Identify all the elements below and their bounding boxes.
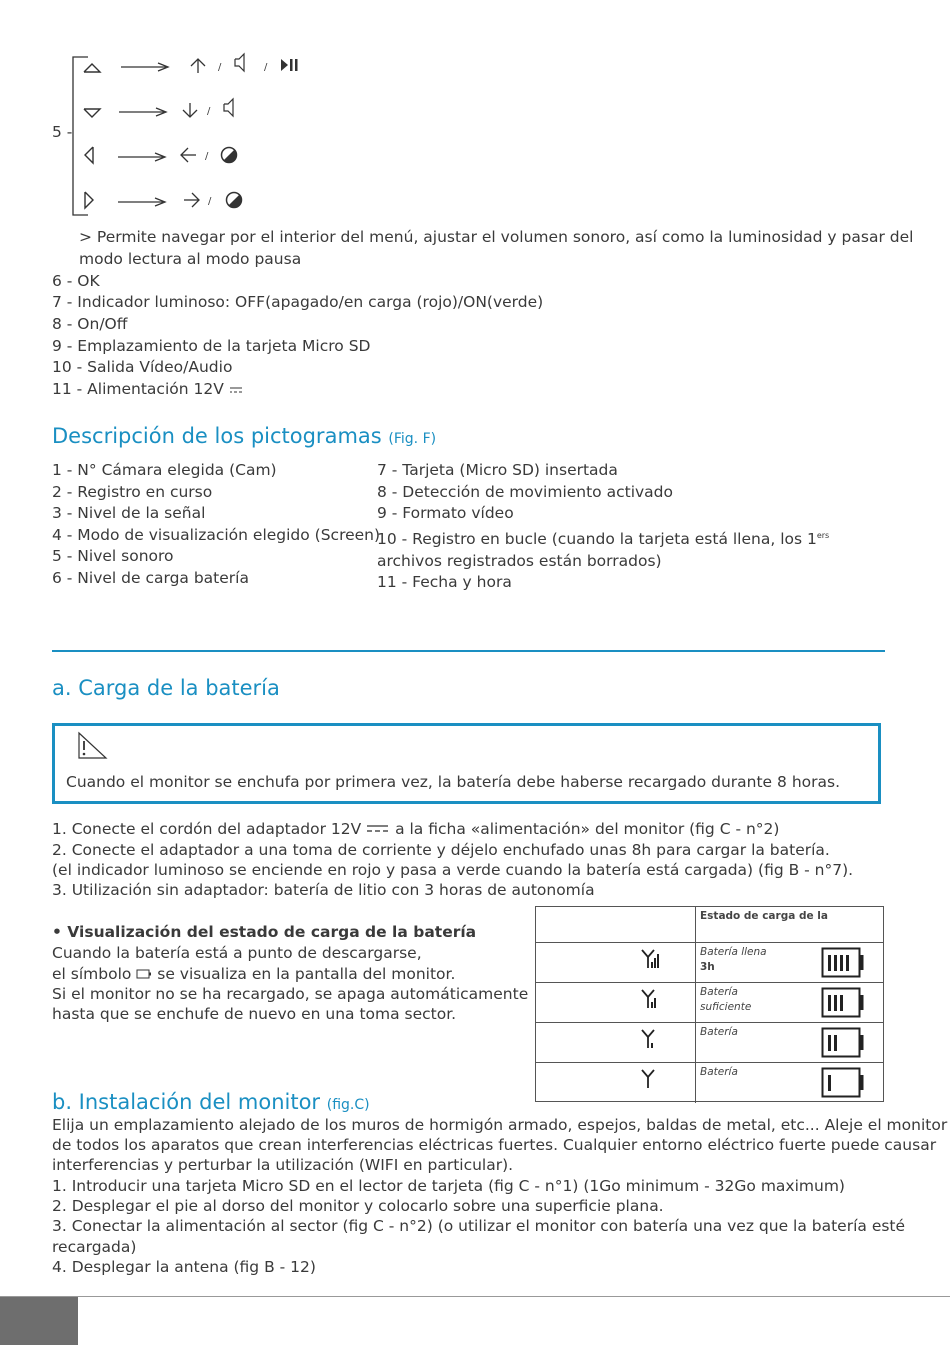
title-text: Descripción de los pictogramas (52, 424, 382, 448)
section-title-battery: a. Carga de la batería (52, 676, 280, 700)
list-item: 6 - Nivel de carga batería (52, 568, 249, 587)
list-item (377, 525, 829, 551)
right-key-icon (82, 190, 98, 210)
pictograms-right-column (377, 460, 829, 594)
paragraph-line: Elija un emplazamiento alejado de los muros de hormigón armado, espejos, baldas de metal, etc... Aleje el monitor (52, 1116, 948, 1134)
list-item: 3 - Nivel de la señal (52, 504, 206, 523)
battery-label: Batería (700, 1026, 738, 1038)
separator: / (207, 106, 211, 117)
arrow-right-icon (117, 150, 169, 164)
left-key-icon (82, 145, 98, 165)
battery-label: Batería llena 3h (700, 946, 767, 973)
list-item: 10 - Salida Vídeo/Audio (52, 358, 233, 376)
down-key-icon (82, 105, 102, 121)
list-item: 8 - On/Off (52, 315, 128, 333)
signal-full-icon (640, 948, 662, 970)
list-item: 2 - Registro en curso (52, 482, 213, 501)
superscript: ers (816, 530, 830, 540)
step-1 (52, 819, 779, 839)
list-item: 9 - Formato vídeo (377, 504, 514, 523)
list-item: 9 - Emplazamiento de la tarjeta Micro SD (52, 337, 371, 355)
table-row (536, 1022, 883, 1063)
page-tab (0, 1297, 78, 1345)
step-3: 3. Conectar la alimentación al sector (fig C - n°2) (o utilizar el monitor con batería una vez que la batería esté (52, 1217, 906, 1235)
empty-battery-icon (136, 969, 152, 980)
brightness-icon (220, 146, 240, 166)
list-item: 4 - Modo de visualización elegido (Screen) (52, 525, 381, 544)
step-3-cont: recargada) (52, 1238, 137, 1256)
down-arrow-icon (180, 101, 200, 119)
section-title-pictograms (52, 424, 436, 448)
signal-none-icon (640, 1068, 662, 1090)
battery-label: Batería suficiente (700, 986, 752, 1013)
nav-description-cont: modo lectura al modo pausa (79, 250, 302, 268)
table-row (536, 982, 883, 1023)
list-item: 11 - Fecha y hora (377, 573, 512, 592)
list-item: 7 - Tarjeta (Micro SD) insertada (377, 461, 618, 479)
item-number: 5 - (52, 123, 73, 141)
section-title-installation (52, 1090, 370, 1114)
signal-low-icon (640, 1028, 662, 1050)
step-1: 1. Introducir una tarjeta Micro SD en el lector de tarjeta (fig C - n°1) (1Go minimum - 32Go maximum) (52, 1177, 845, 1195)
battery-full-icon (821, 947, 866, 979)
list-item (52, 379, 243, 399)
speaker-icon (222, 98, 238, 118)
step-4: 4. Desplegar la antena (fig B - 12) (52, 1258, 316, 1276)
paragraph-line: interferencias y perturbar la utilización (WIFI en particular). (52, 1156, 514, 1174)
right-arrow-icon (182, 191, 202, 209)
dc-symbol-icon (229, 385, 243, 395)
list-item: 1 - N° Cámara elegida (Cam) (52, 461, 277, 479)
warning-box (52, 723, 881, 804)
arrow-right-icon (120, 60, 172, 74)
fig-ref: (fig.C) (326, 1097, 370, 1113)
left-arrow-icon (179, 146, 199, 164)
list-item-text: 10 - Registro en bucle (cuando la tarjeta está llena, los 1 (377, 529, 817, 548)
step-2-note: (el indicador luminoso se enciende en rojo y pasa a verde cuando la batería está cargada) (fig B - n°7). (52, 861, 854, 879)
list-item: 8 - Detección de movimiento activado (377, 482, 673, 501)
up-arrow-icon (188, 57, 208, 75)
separator: / (218, 62, 222, 73)
list-item: archivos registrados están borrados) (377, 551, 662, 570)
dc-symbol-icon (366, 823, 390, 835)
table-row (536, 1062, 883, 1103)
step-text: a la ficha «alimentación» del monitor (fig C - n°2) (395, 820, 780, 838)
battery-half-icon (821, 1027, 866, 1059)
status-text: se visualiza en la pantalla del monitor. (157, 965, 456, 983)
paragraph-line: de todos los aparatos que crean interferencias eléctricas fuertes. Cualquier entorno eléctrico fuerte puede causar (52, 1136, 937, 1154)
list-item-text: 11 - Alimentación 12V (52, 380, 224, 398)
speaker-icon (233, 53, 249, 73)
signal-medium-icon (640, 988, 662, 1010)
separator: / (208, 196, 212, 207)
step-text: 1. Conecte el cordón del adaptador 12V (52, 820, 362, 838)
step-2: 2. Desplegar el pie al dorso del monitor y colocarlo sobre una superficie plana. (52, 1197, 664, 1215)
warning-text: Cuando el monitor se enchufa por primera vez, la batería debe haberse recargado durante 8 horas. (66, 773, 840, 791)
warning-icon (75, 731, 109, 761)
brightness-icon (225, 191, 245, 211)
step-2: 2. Conecte el adaptador a una toma de corriente y déjelo enchufado unas 8h para cargar la batería. (52, 841, 830, 859)
list-item: 7 - Indicador luminoso: OFF(apagado/en carga (rojo)/ON(verde) (52, 293, 544, 311)
battery-status-line: Si el monitor no se ha recargado, se apaga automáticamente (52, 985, 529, 1003)
battery-status-table (535, 906, 884, 1102)
play-pause-icon (280, 58, 300, 73)
separator: / (205, 151, 209, 162)
arrow-right-icon (117, 195, 169, 209)
arrow-right-icon (118, 105, 170, 119)
title-text: b. Instalación del monitor (52, 1090, 321, 1114)
list-item: 5 - Nivel sonoro (52, 547, 174, 566)
footer-rule (0, 1296, 950, 1297)
step-3: 3. Utilización sin adaptador: batería de litio con 3 horas de autonomía (52, 881, 595, 899)
separator: / (264, 62, 268, 73)
battery-label: Batería (700, 1066, 738, 1078)
battery-three-quarter-icon (821, 987, 866, 1019)
list-item: 6 - OK (52, 272, 100, 290)
battery-empty-icon (821, 1067, 866, 1099)
battery-status-line: Cuando la batería está a punto de descargarse, (52, 944, 422, 962)
battery-status-line: hasta que se enchufe de nuevo en una toma sector. (52, 1005, 457, 1023)
battery-status-heading: • Visualización del estado de carga de la batería (52, 923, 477, 941)
status-text: el símbolo (52, 965, 132, 983)
battery-status-line (52, 964, 455, 984)
pictograms-left-column (52, 460, 380, 590)
section-divider (52, 650, 885, 652)
up-key-icon (82, 60, 102, 76)
table-row (536, 942, 883, 983)
fig-ref: (Fig. F) (388, 431, 437, 447)
table-header: Estado de carga de la (700, 910, 828, 922)
nav-description: > Permite navegar por el interior del menú, ajustar el volumen sonoro, así como la luminosidad y pasar del (79, 228, 914, 246)
